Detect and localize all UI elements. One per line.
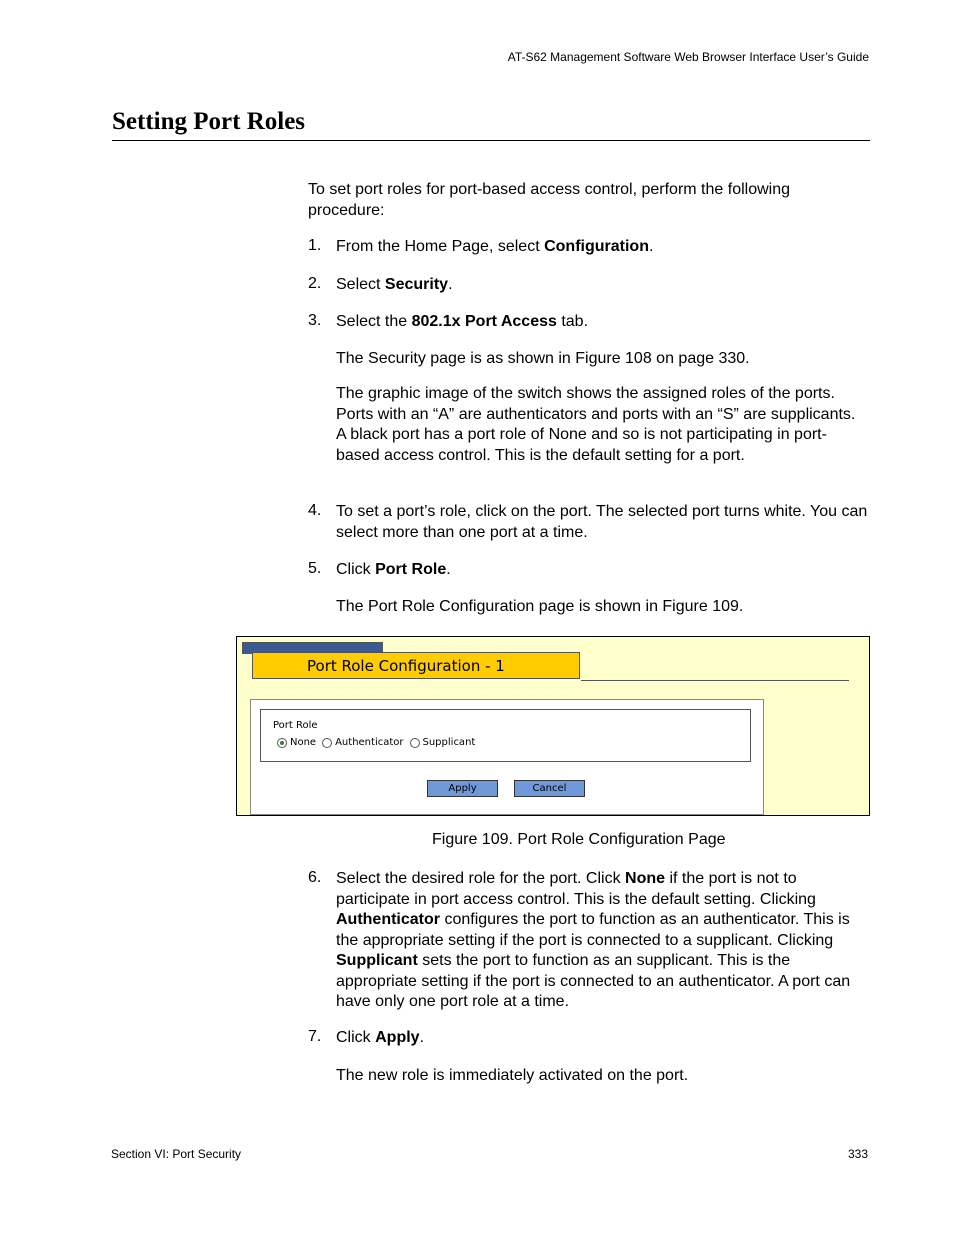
note-graphic-image: The graphic image of the switch shows the assigned roles of the ports. Ports with an “A” are authenticators and ports with an “S” are supplicants. A black port has a port role of None and so is not participating in port-based access control. This is the default setting for a port. (336, 385, 856, 464)
cancel-button[interactable]: Cancel (514, 780, 585, 797)
section-title: Setting Port Roles (112, 108, 306, 135)
footer-section: Section VI: Port Security (111, 1147, 242, 1161)
running-header: AT-S62 Management Software Web Browser Interface User’s Guide (507, 50, 869, 64)
figure-caption: Figure 109. Port Role Configuration Page (432, 831, 726, 848)
intro-paragraph: To set port roles for port-based access control, perform the following procedure: (308, 181, 790, 219)
radio-selected-icon[interactable] (277, 738, 287, 748)
radio-none-label: None (290, 737, 317, 748)
radio-unselected-icon[interactable] (322, 738, 332, 748)
port-role-options (277, 737, 481, 748)
step-number: 1. (308, 237, 322, 254)
footer-page-number: 333 (847, 1147, 868, 1161)
note-new-role: The new role is immediately activated on the port. (336, 1067, 689, 1084)
step-number: 3. (308, 312, 322, 329)
radio-authenticator-label: Authenticator (335, 737, 404, 748)
radio-supplicant-label: Supplicant (422, 737, 476, 748)
port-role-label: Port Role (273, 720, 318, 731)
port-role-panel (250, 699, 764, 815)
step-number: 6. (308, 869, 322, 886)
note-security-page: The Security page is as shown in Figure 108 on page 330. (336, 350, 750, 367)
port-role-group (260, 709, 751, 762)
step-number: 7. (308, 1028, 322, 1045)
title-rule (112, 140, 870, 141)
radio-authenticator[interactable] (322, 737, 403, 748)
radio-none[interactable] (277, 737, 316, 748)
note-port-role-page: The Port Role Configuration page is shown in Figure 109. (336, 598, 744, 615)
step-5-text: Click Port Role. (336, 561, 451, 578)
radio-supplicant[interactable] (410, 737, 476, 748)
step-3-text: Select the 802.1x Port Access tab. (336, 313, 589, 330)
step-1-text: From the Home Page, select Configuration. (336, 238, 654, 255)
step-6-text: Select the desired role for the port. Click None if the port is not to participate in port access control. This is the default setting. Clicking Authenticator configures the port to function as an authenticator. This is the appropriate setting if the port is connected to a supplicant. Clicking Supplicant sets the port to function as an supplicant. This is the appropriate setting if the port is connected to an authenticator. A port can have only one port role at a time. (336, 870, 851, 1010)
apply-button[interactable]: Apply (427, 780, 498, 797)
radio-unselected-icon[interactable] (410, 738, 420, 748)
step-7-text: Click Apply. (336, 1029, 425, 1046)
step-number: 5. (308, 560, 322, 577)
step-number: 2. (308, 275, 322, 292)
step-4-text: To set a port’s role, click on the port. The selected port turns white. You can select more than one port at a time. (336, 503, 868, 541)
step-2-text: Select Security. (336, 276, 453, 293)
figure-title-bar: Port Role Configuration - 1 (252, 652, 580, 679)
step-number: 4. (308, 502, 322, 519)
port-role-config-figure (236, 636, 870, 816)
figure-divider (581, 680, 849, 681)
